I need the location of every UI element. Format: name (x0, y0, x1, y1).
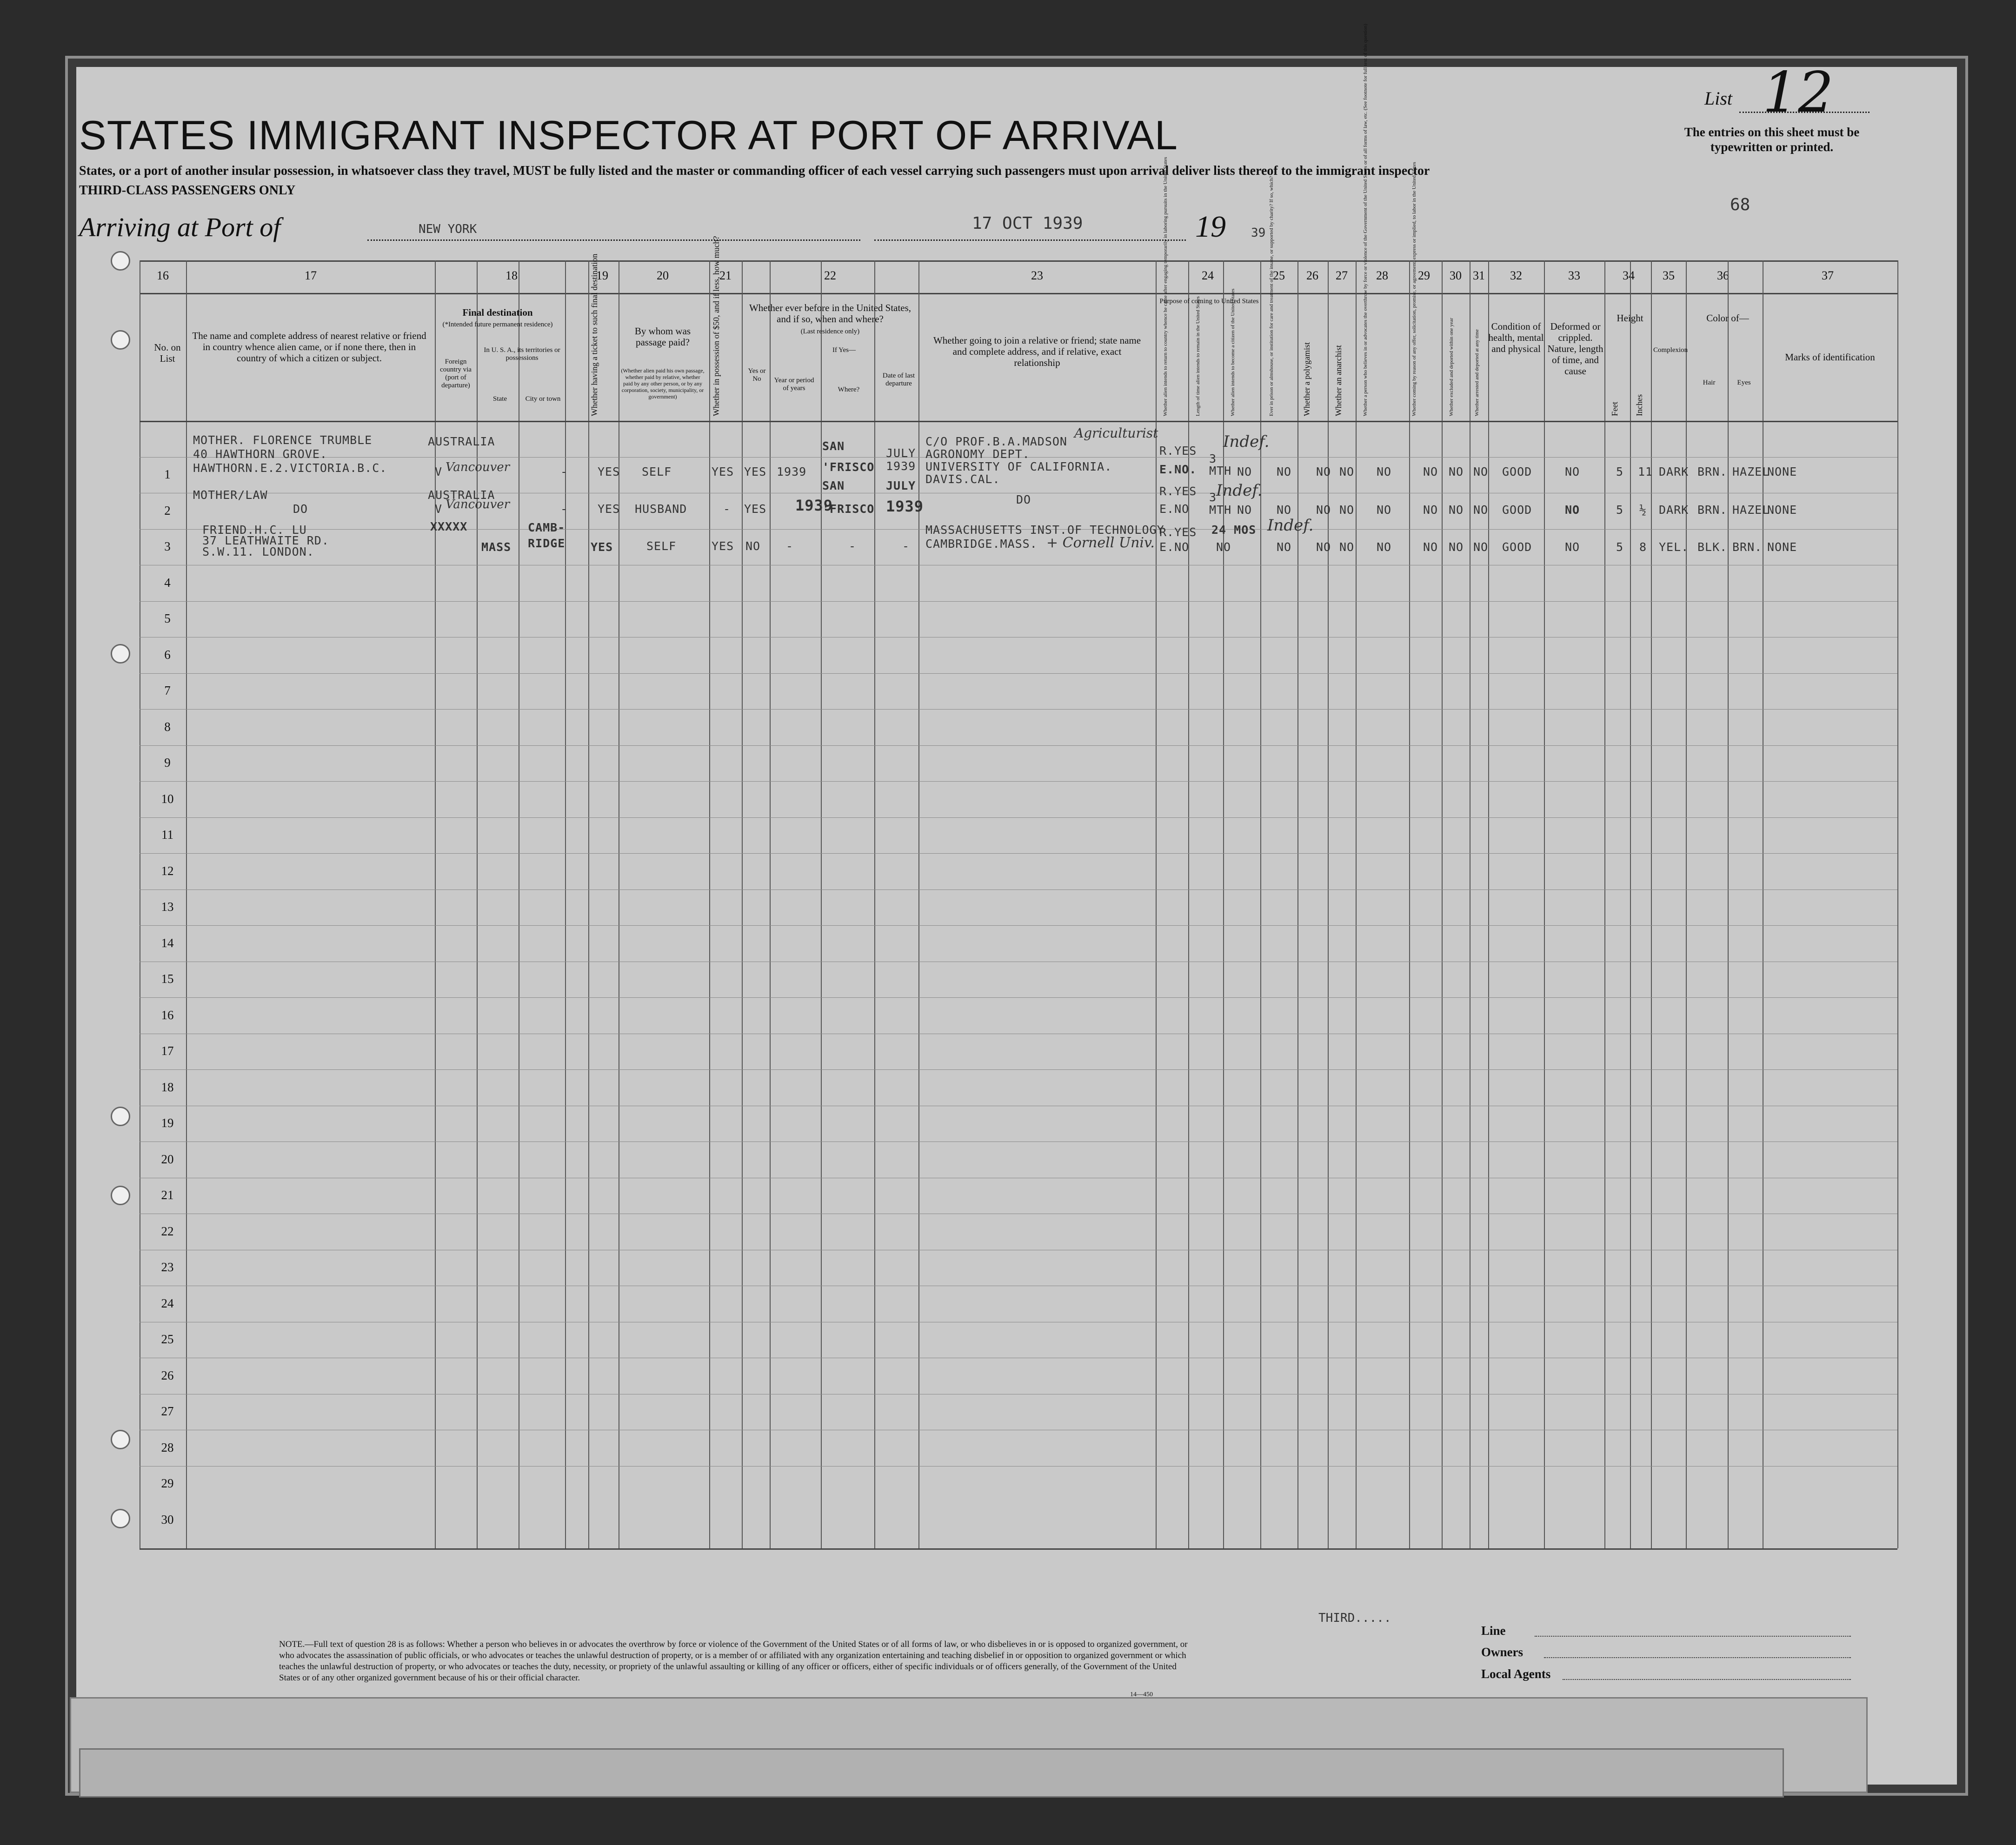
column-number: 21 (719, 269, 732, 282)
header-passage-paid: By whom was passage paid? (634, 325, 691, 348)
punch-hole (111, 251, 130, 271)
height-feet: 5 (1616, 540, 1624, 554)
join-line: DO (1016, 493, 1031, 506)
class-line: THIRD-CLASS PASSENGERS ONLY (79, 183, 296, 198)
ticket: YES (598, 502, 620, 516)
row-number: 25 (161, 1332, 174, 1346)
sheet-number: 68 (1730, 195, 1750, 214)
hair: BRN. (1697, 465, 1728, 478)
where: SAN (822, 439, 845, 453)
row-number: 10 (161, 791, 174, 806)
excluded: NO (1449, 465, 1464, 478)
arriving-label: Arriving at Port of (79, 212, 281, 242)
year-prefix: 19 (1195, 210, 1226, 244)
relative-line: MOTHER. FLORENCE TRUMBLE (193, 433, 373, 447)
column-number: 22 (824, 269, 836, 282)
purpose-return: R.YES (1159, 444, 1197, 458)
header-deformed: Deformed or crippled. Nature, length of time, and cause (1547, 321, 1603, 377)
header-labor-offer (1411, 295, 1417, 416)
health: GOOD (1502, 540, 1532, 554)
table-bottom-rule (140, 1548, 1897, 1550)
fifty-dollars: YES (712, 539, 734, 553)
paid-by: SELF (646, 539, 677, 553)
header-no-on-list: No. on List (154, 342, 181, 364)
entries-note: The entries on this sheet must be typewritten or printed. (1684, 125, 1860, 154)
column-divider (770, 260, 771, 1548)
complexion: DARK (1659, 503, 1689, 517)
departure: JULY (886, 446, 916, 460)
purpose-citizen: NO (1216, 540, 1231, 554)
years: - (786, 539, 794, 553)
date-line (874, 239, 1186, 241)
line-field (1535, 1636, 1851, 1637)
header-hair: Hair (1703, 379, 1716, 386)
column-divider (1604, 260, 1605, 1548)
row-number: 29 (161, 1476, 174, 1490)
header-complexion: Complexion (1653, 346, 1688, 354)
header-anarchist: Whether an anarchist (1334, 345, 1343, 416)
row-number: 13 (161, 900, 174, 914)
anarchist: NO (1339, 465, 1355, 478)
row-number: 5 (164, 611, 171, 625)
column-divider (918, 260, 919, 1548)
row-divider (140, 817, 1897, 818)
via-handwritten: Vancouver (446, 460, 510, 474)
join-handwritten: + Cornell Univ. (1046, 535, 1155, 551)
column-number: 37 (1822, 269, 1834, 282)
purpose-length: MTH (1209, 503, 1232, 517)
header-final-destination-note: (*Intended future permanent residence) (442, 321, 553, 328)
header-ticket: Whether having a ticket to such final destination (590, 253, 599, 416)
column-divider (1544, 260, 1545, 1548)
column-divider (742, 260, 743, 1548)
eyes: BRN. (1732, 540, 1763, 554)
header-polygamist: Whether a polygamist (1302, 342, 1311, 416)
header-excluded: Whether excluded and deported within one year (1449, 318, 1454, 416)
marks: NONE (1767, 465, 1797, 478)
join-line: UNIVERSITY OF CALIFORNIA. (925, 460, 1112, 473)
row-number: 30 (161, 1512, 174, 1526)
overthrow: NO (1377, 503, 1392, 517)
row-divider (140, 745, 1897, 746)
purpose-length: 3 (1209, 452, 1217, 465)
complexion: YEL. (1659, 540, 1689, 554)
header-inches: Inches (1635, 394, 1644, 416)
footnote: NOTE.—Full text of question 28 is as follows: Whether a person who believes in or advocates the overthrow by force or violence of the Government of the United States or of all forms of law, or who disbelieves in or is opposed to organized government, or who advocates the assassination of public officials, or who advocates or teaches the unlawful destruction of property, or is a member of or affiliated with any organization entertaining and teaching disbelief in or opposition to organized government or which teaches the unlawful destruction of property, or who advocates or teaches the duty, necessity, or propriety of the unlawful assaulting or killing of any officer or officers, either of specific individuals or of officers generally, of the Government of the United States or of any other organized government because of his or their official character. (279, 1639, 1188, 1683)
form-number: 14—450 (1130, 1691, 1153, 1698)
column-number-row (140, 260, 1897, 294)
labor-offer: NO (1423, 465, 1438, 478)
row-divider (140, 1466, 1897, 1467)
before-in-us: NO (745, 539, 761, 553)
column-number: 35 (1663, 269, 1675, 282)
column-divider (565, 260, 566, 1548)
row-divider (140, 709, 1897, 710)
relative-line: S.W.11. LONDON. (202, 545, 314, 558)
header-overthrow (1363, 295, 1368, 416)
join-line: CAMBRIDGE.MASS. (925, 537, 1038, 551)
row-number: 2 (164, 503, 171, 518)
header-state: State (493, 395, 507, 403)
anarchist: NO (1339, 540, 1355, 554)
city: CAMB- RIDGE (528, 521, 566, 550)
header-purpose-return (1163, 321, 1168, 416)
column-divider (1297, 260, 1298, 1548)
column-number: 24 (1202, 269, 1214, 282)
header-color-of: Color of— (1706, 312, 1749, 324)
relative-line: DO (293, 502, 308, 516)
column-divider (1488, 260, 1489, 1548)
deported: NO (1473, 465, 1489, 478)
column-divider (1223, 260, 1224, 1548)
header-purpose-citizen: Whether alien intends to become a citizen of the United States (1230, 288, 1236, 416)
column-divider (1442, 260, 1443, 1548)
punch-hole (111, 1430, 130, 1449)
fifty-dollars: - (723, 502, 731, 516)
column-divider (1651, 260, 1652, 1548)
where: 'FRISCO (822, 502, 875, 516)
deformed: NO (1565, 503, 1580, 517)
marks: NONE (1767, 540, 1797, 554)
port-line (367, 239, 860, 241)
column-number: 16 (157, 269, 169, 282)
punch-hole (111, 1186, 130, 1205)
column-divider (1260, 260, 1261, 1548)
row-divider (140, 673, 1897, 674)
purpose-length: 24 MOS (1211, 523, 1257, 537)
height-feet: 5 (1616, 465, 1624, 478)
row-number: 12 (161, 863, 174, 878)
where: - (849, 539, 857, 553)
eyes: HAZEL (1732, 503, 1770, 517)
column-number: 36 (1717, 269, 1729, 282)
row-divider (140, 889, 1897, 890)
row-divider (140, 781, 1897, 782)
row-number: 8 (164, 719, 171, 734)
page-title: STATES IMMIGRANT INSPECTOR AT PORT OF ARRIVAL (79, 112, 1178, 158)
row-divider (140, 925, 1897, 926)
height-feet: 5 (1616, 503, 1624, 517)
column-divider (588, 260, 589, 1548)
header-purpose: Purpose of coming to United States (1159, 298, 1259, 305)
relative-line: 40 HAWTHORN GROVE. (193, 447, 327, 461)
header-fifty-dollars: Whether in possession of $50, and if less, how much? (712, 236, 721, 416)
column-divider (1409, 260, 1410, 1548)
header-in-usa: In U. S. A., its territories or possessions (484, 346, 560, 362)
row-divider (140, 601, 1897, 602)
header-last-residence: (Last residence only) (800, 328, 860, 335)
departure: - (902, 539, 910, 553)
column-number: 18 (506, 269, 518, 282)
deported: NO (1473, 503, 1489, 517)
row-number: 18 (161, 1080, 174, 1094)
punch-hole (111, 330, 130, 350)
overthrow: NO (1377, 465, 1392, 478)
join-line: C/O PROF.B.A.MADSON (925, 435, 1067, 448)
ticket: YES (591, 540, 613, 554)
column-divider (874, 260, 875, 1548)
header-health: Condition of health, mental and physical (1488, 321, 1544, 354)
relative-line: 37 LEATHWAITE RD. (202, 534, 329, 547)
header-marks: Marks of identification (1785, 352, 1875, 363)
purpose-length: 3 (1209, 491, 1217, 504)
class-stamp: THIRD..... (1318, 1611, 1391, 1625)
prison: NO (1277, 465, 1292, 478)
column-number: 25 (1273, 269, 1285, 282)
row-number: 19 (161, 1116, 174, 1130)
paid-by: SELF (642, 465, 672, 478)
relative-line: HAWTHORN.E.2.VICTORIA.B.C. (193, 461, 387, 475)
column-divider (435, 260, 436, 1548)
row-divider (140, 853, 1897, 854)
column-divider (1156, 260, 1157, 1548)
row-number: 4 (164, 575, 171, 590)
header-prison: Ever in prison or almshouse, or institution for care and treatment of the insane, or supported by charity? If so, which? (1269, 176, 1274, 416)
polygamist: NO (1316, 503, 1331, 517)
join-line: AGRONOMY DEPT. (925, 447, 1030, 461)
polygamist: NO (1316, 540, 1331, 554)
row-number: 22 (161, 1224, 174, 1238)
header-relative: The name and complete address of nearest relative or friend in country whence alien came, or if none there, then in country of which a citizen or subject. (192, 330, 426, 364)
labor-offer: NO (1423, 503, 1438, 517)
punch-hole (111, 1107, 130, 1126)
relative-line: MOTHER/LAW (193, 488, 268, 502)
row-number: 6 (164, 647, 171, 662)
header-if-yes: If Yes— (832, 346, 856, 354)
departure: 1939 (886, 498, 924, 515)
excluded: NO (1449, 503, 1464, 517)
city: - (560, 502, 568, 516)
port-value: NEW YORK (419, 222, 477, 236)
column-number: 17 (305, 269, 317, 282)
header-final-destination: Final destination (462, 307, 533, 318)
via-mark: V (435, 465, 443, 478)
punch-hole (111, 1509, 130, 1528)
row-number: 24 (161, 1296, 174, 1310)
row-number: 16 (161, 1008, 174, 1022)
underlying-page (79, 1748, 1784, 1798)
punch-hole (111, 644, 130, 664)
list-number: 12 (1763, 60, 1834, 125)
column-number: 29 (1418, 269, 1430, 282)
column-number: 27 (1336, 269, 1348, 282)
header-city: City or town (525, 395, 561, 403)
row-divider (140, 1069, 1897, 1070)
column-number: 20 (657, 269, 669, 282)
purpose-return: R.YES (1159, 484, 1197, 498)
departure: JULY (886, 479, 916, 492)
purpose-handwritten: Indef. (1267, 516, 1314, 535)
anarchist: NO (1339, 503, 1355, 517)
header-yes-or-no: Yes or No (748, 367, 766, 383)
year-value: 39 (1251, 226, 1266, 240)
row-number: 27 (161, 1404, 174, 1418)
column-divider (1328, 260, 1329, 1548)
deported: NO (1473, 540, 1489, 554)
prison: NO (1277, 503, 1292, 517)
row-number: 21 (161, 1188, 174, 1202)
row-number: 1 (164, 467, 171, 481)
column-divider (1897, 260, 1898, 1548)
column-divider (477, 260, 478, 1548)
owners-label: Owners (1481, 1645, 1523, 1659)
header-where: Where? (838, 386, 860, 393)
column-divider (709, 260, 710, 1548)
row-divider (140, 997, 1897, 998)
column-divider (1356, 260, 1357, 1548)
where: SAN (822, 479, 845, 492)
column-number: 26 (1306, 269, 1318, 282)
prison: NO (1277, 540, 1292, 554)
date-stamp: 17 OCT 1939 (972, 214, 1083, 233)
column-divider (821, 260, 822, 1548)
marks: NONE (1767, 503, 1797, 517)
row-number: 3 (164, 539, 171, 553)
header-before-us: Whether ever before in the United States, and if so, when and where? (749, 302, 912, 325)
local-agents-label: Local Agents (1481, 1667, 1551, 1681)
purpose-length: MTH (1209, 464, 1232, 478)
purpose-handwritten: Indef. (1216, 481, 1263, 500)
via-handwritten: Vancouver (446, 498, 510, 511)
foreign-country: AUSTRALIA (428, 435, 495, 448)
foreign-country: XXXXX (430, 520, 468, 533)
header-deported: Whether arrested and deported at any time (1474, 329, 1480, 416)
header-feet: Feet (1610, 402, 1619, 416)
row-number: 11 (161, 828, 173, 842)
purpose-return: E.NO (1159, 502, 1190, 516)
health: GOOD (1502, 503, 1532, 517)
column-number: 28 (1376, 269, 1388, 282)
row-number: 28 (161, 1440, 174, 1454)
deformed: NO (1565, 465, 1580, 478)
years: 1939 (795, 497, 833, 514)
height-inches: 11 (1638, 465, 1653, 478)
column-divider (1630, 260, 1631, 1548)
row-number: 17 (161, 1044, 174, 1058)
header-date-departure: Date of last departure (882, 372, 915, 387)
row-number: 20 (161, 1152, 174, 1166)
row-number: 7 (164, 684, 171, 697)
line-label: Line (1481, 1624, 1506, 1638)
column-divider (1686, 260, 1687, 1548)
column-number: 33 (1568, 269, 1580, 282)
purpose-return: R.YES (1159, 525, 1197, 539)
row-number: 15 (161, 972, 174, 986)
column-number: 31 (1473, 269, 1485, 282)
departure: 1939 (886, 459, 916, 473)
column-number: 32 (1510, 269, 1522, 282)
column-number: 23 (1031, 269, 1043, 282)
relative-line: FRIEND.H.C. LU (202, 523, 307, 537)
header-year-period: Year or period of years (774, 377, 814, 392)
header-purpose-length: Length of time alien intends to remain in the United States (1195, 296, 1201, 416)
column-divider (186, 260, 187, 1548)
join-handwritten: Agriculturist (1074, 425, 1158, 441)
before-in-us: YES (744, 465, 767, 478)
paid-by: HUSBAND (635, 502, 687, 516)
height-inches: ½ (1639, 503, 1647, 517)
header-height: Height (1617, 312, 1643, 324)
column-number: 19 (596, 269, 608, 282)
before-in-us: YES (744, 502, 767, 516)
row-number: 9 (164, 756, 171, 770)
ticket: YES (598, 465, 620, 478)
column-divider (1728, 260, 1729, 1548)
fifty-dollars: YES (712, 465, 734, 478)
height-inches: 8 (1639, 540, 1647, 554)
column-number: 34 (1623, 269, 1635, 282)
purpose-citizen: NO (1237, 503, 1252, 517)
join-line: DAVIS.CAL. (925, 472, 1000, 486)
hair: BLK. (1697, 540, 1728, 554)
complexion: DARK (1659, 465, 1689, 478)
purpose-return: E.NO. (1159, 463, 1197, 476)
column-number: 30 (1450, 269, 1462, 282)
header-foreign-country: Foreign country via (port of departure) (440, 358, 472, 389)
join-line: MASSACHUSETTS INST.OF TECHNOLOGY (925, 523, 1164, 537)
health: GOOD (1502, 465, 1532, 478)
state: MASS (481, 540, 512, 554)
city: - (560, 465, 568, 478)
purpose-citizen: NO (1237, 465, 1252, 478)
list-line (1739, 112, 1870, 113)
eyes: HAZEL (1732, 465, 1770, 478)
deformed: NO (1565, 540, 1580, 554)
via-mark: V (435, 502, 443, 516)
polygamist: NO (1316, 465, 1331, 478)
purpose-return: E.NO (1159, 540, 1190, 554)
owners-field (1544, 1657, 1851, 1658)
header-bottom-rule (140, 421, 1897, 422)
header-join-relative: Whether going to join a relative or friend; state name and complete address, and if relative, exact relationship (933, 335, 1141, 368)
hair: BRN. (1697, 503, 1728, 517)
where: 'FRISCO (822, 460, 875, 474)
header-passage-paid-note: (Whether alien paid his own passage, whether paid by relative, whether paid by any other person, or by any corporation, society, municipality, or government) (621, 367, 705, 400)
years: 1939 (777, 465, 807, 478)
row-number: 14 (161, 936, 174, 950)
purpose-handwritten: Indef. (1223, 432, 1270, 451)
local-agents-field (1563, 1679, 1851, 1680)
list-label: List (1704, 88, 1733, 109)
subtitle: States, or a port of another insular possession, in whatsoever class they travel, MUST be fully listed and the master or commanding officer of each vessel carrying such passengers must upon arrival deliver lists thereof to the immigrant inspector (79, 164, 1430, 178)
excluded: NO (1449, 540, 1464, 554)
row-number: 23 (161, 1260, 174, 1274)
labor-offer: NO (1423, 540, 1438, 554)
row-number: 26 (161, 1368, 174, 1382)
foreign-country: AUSTRALIA (428, 488, 495, 502)
overthrow: NO (1377, 540, 1392, 554)
header-eyes: Eyes (1737, 379, 1751, 386)
